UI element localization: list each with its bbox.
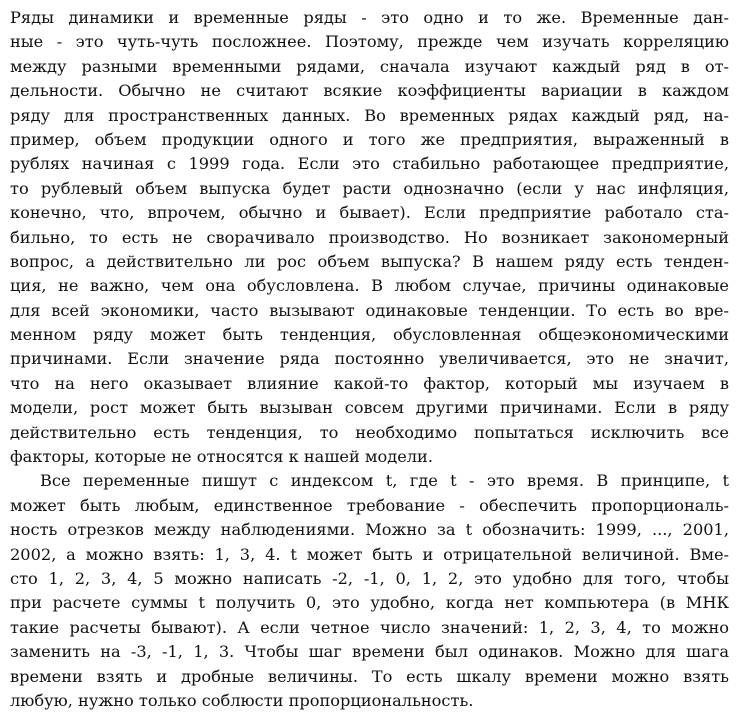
text-line: при расчете суммы t получить 0, это удобно, когда нет компьютера (в МНК [10,593,729,613]
paragraph-time-series [10,6,729,469]
text-line: заменить на -3, -1, 1, 3. Чтобы шаг времени был одинаков. Можно для шага [10,642,729,662]
text-line: рублях начиная с 1999 года. Если это стабильно работающее предприятие, [10,154,729,174]
text-line: ция, не важно, чем она обусловлена. В любом случае, причины одинаковые [10,276,729,296]
text-line: пример, объем продукции одного и того же предприятия, выраженный в [10,129,729,149]
text-line: Все переменные пишут с индексом t, где t - это время. В принципе, t [40,471,729,491]
text-line: вопрос, а действительно ли рос объем выпуска? В нашем ряду есть тенден- [10,251,729,271]
text-line: может быть любым, единственное требование - обеспечить пропорциональ- [10,495,729,515]
text-line: дельности. Обычно не считают всякие коэффициенты вариации в каждом [10,81,729,101]
text-line: сто 1, 2, 3, 4, 5 можно написать -2, -1, 0, 1, 2, это удобно для того, чтобы [10,568,729,588]
text-line: то рублевый объем выпуска будет расти однозначно (если у нас инфляция, [10,178,729,198]
text-line: любую, нужно только соблюсти пропорциональность. [10,690,474,710]
text-line: менном ряду может быть тенденция, обусловленная общеэкономическими [10,325,729,345]
text-line: такие расчеты бывают). А если четное число значений: 1, 2, 3, 4, то можно [10,617,729,637]
text-line: времени взять и дробные величины. То есть шкалу времени можно взять [10,666,729,686]
text-line: ные - это чуть-чуть посложнее. Поэтому, прежде чем изучать корреляцию [10,32,729,52]
text-line: модели, рост может быть вызыван совсем другими причинами. Если в ряду [10,398,729,418]
text-line: факторы, которые не относятся к нашей модели. [10,447,433,467]
text-line: действительно есть тенденция, то необходимо попытаться исключить все [10,422,729,442]
paragraph-time-index [10,469,729,713]
text-line: конечно, что, впрочем, обычно и бывает). Если предприятие работало ста- [10,203,729,223]
text-line: ность отрезков между наблюдениями. Можно за t обозначить: 1999, ..., 2001, [10,520,729,540]
text-line: между разными временными рядами, сначала изучают каждый ряд в от- [10,56,729,76]
text-line: Ряды динамики и временные ряды - это одно и то же. Временные дан- [10,8,729,27]
text-line: причинами. Если значение ряда постоянно увеличивается, это не значит, [10,349,729,369]
text-line: для всей экономики, часто вызывают одинаковые тенденции. То есть во вре- [10,300,729,320]
text-line: ряду для пространственных данных. Во временных рядах каждый ряд, на- [10,105,729,125]
text-line: что на него оказывает влияние какой-то фактор, который мы изучаем в [10,373,729,393]
text-line: 2002, а можно взять: 1, 3, 4. t может быть и отрицательной величиной. Вме- [10,544,729,564]
text-line: бильно, то есть не сворачивало производство. Но возникает закономерный [10,227,729,247]
